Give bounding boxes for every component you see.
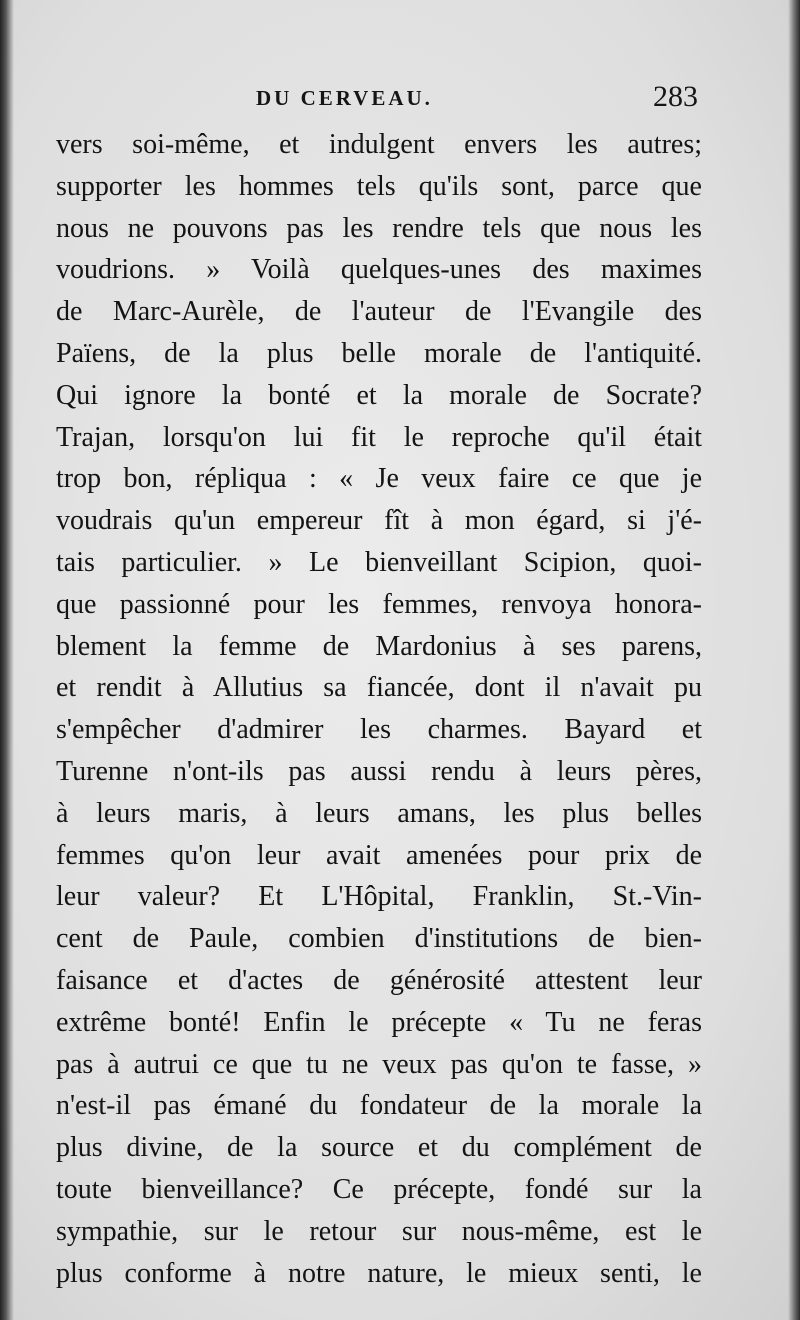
text-line: que passionné pour les femmes, renvoya honora- xyxy=(56,588,702,620)
running-title: DU CERVEAU. xyxy=(256,86,433,110)
text-line: trop bon, répliqua : « Je veux faire ce que je xyxy=(56,463,702,495)
page-gutter-shadow xyxy=(0,0,14,1320)
text-line: n'est-il pas émané du fondateur de la morale la xyxy=(56,1090,702,1122)
text-line: plus divine, de la source et du complément de xyxy=(56,1132,702,1164)
text-line: Païens, de la plus belle morale de l'antiquité. xyxy=(56,337,702,369)
text-line: tais particulier. » Le bienveillant Scipion, quoi- xyxy=(56,546,702,578)
text-line: de Marc-Aurèle, de l'auteur de l'Evangile des xyxy=(56,296,702,328)
text-line: plus conforme à notre nature, le mieux senti, le xyxy=(56,1257,702,1289)
text-line: leur valeur? Et L'Hôpital, Franklin, St.-Vin- xyxy=(56,881,702,913)
text-line: nous ne pouvons pas les rendre tels que nous les xyxy=(56,212,702,244)
text-line: Trajan, lorsqu'on lui fit le reproche qu'il était xyxy=(56,421,702,453)
text-line: supporter les hommes tels qu'ils sont, parce que xyxy=(56,170,702,202)
text-line: vers soi-même, et indulgent envers les autres; xyxy=(56,129,702,160)
text-line: et rendit à Allutius sa fiancée, dont il n'avait pu xyxy=(56,672,702,704)
text-line: à leurs maris, à leurs amans, les plus belles xyxy=(56,797,702,829)
text-line: femmes qu'on leur avait amenées pour prix de xyxy=(56,839,702,871)
text-line: Qui ignore la bonté et la morale de Socrate? xyxy=(56,379,702,411)
page-number: 283 xyxy=(653,80,698,113)
text-line: toute bienveillance? Ce précepte, fondé sur la xyxy=(56,1173,702,1205)
text-line: voudrais qu'un empereur fît à mon égard, si j'é- xyxy=(56,505,702,537)
text-line: extrême bonté! Enfin le précepte « Tu ne feras xyxy=(56,1006,702,1038)
text-line: pas à autrui ce que tu ne veux pas qu'on te fasse, » xyxy=(56,1048,702,1080)
running-head xyxy=(56,80,698,120)
page-edge-shadow xyxy=(788,0,800,1320)
text-line: voudrions. » Voilà quelques-unes des maximes xyxy=(56,254,702,286)
text-line: Turenne n'ont-ils pas aussi rendu à leurs pères, xyxy=(56,755,702,787)
text-line: cent de Paule, combien d'institutions de bien- xyxy=(56,923,702,955)
text-line: s'empêcher d'admirer les charmes. Bayard et xyxy=(56,714,702,746)
body-text xyxy=(56,124,702,1294)
text-line: blement la femme de Mardonius à ses parens, xyxy=(56,630,702,662)
text-line: sympathie, sur le retour sur nous-même, est le xyxy=(56,1215,702,1247)
text-line: faisance et d'actes de générosité attestent leur xyxy=(56,964,702,996)
